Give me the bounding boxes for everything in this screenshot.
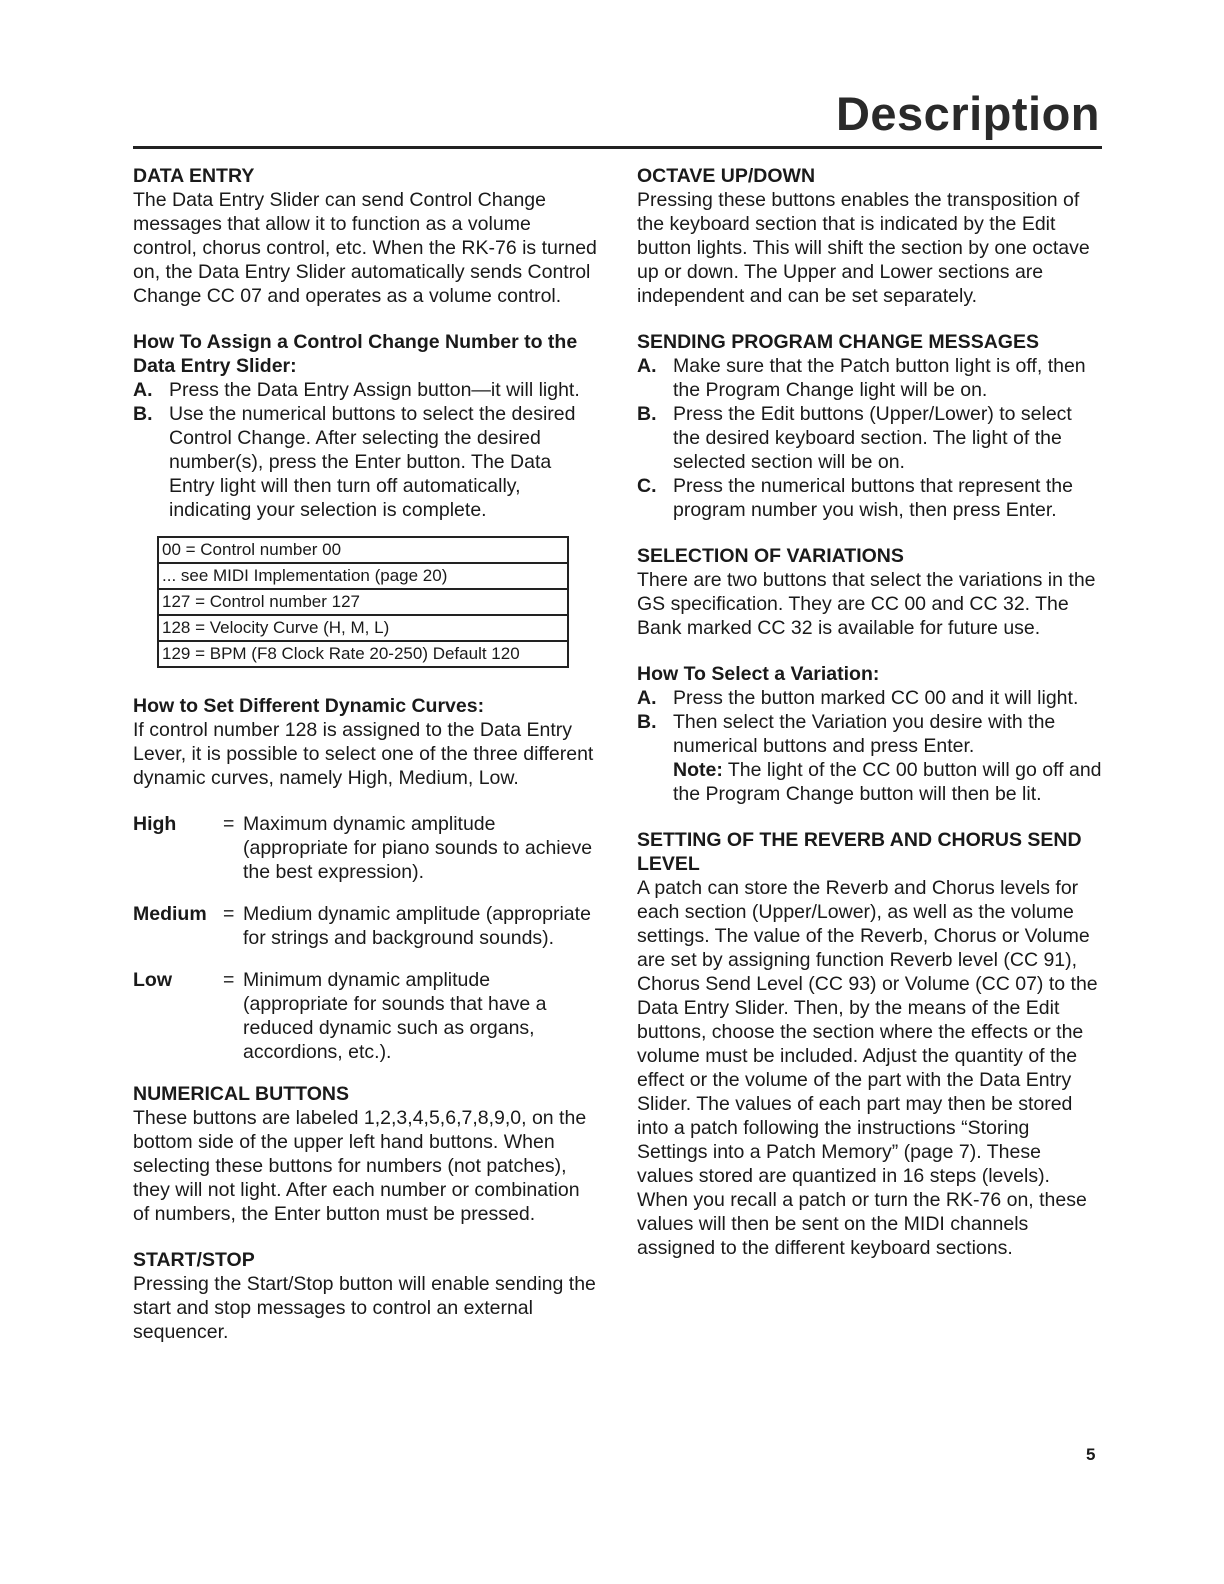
- step-text: Press the Data Entry Assign button—it will light.: [169, 379, 580, 401]
- curve-term: Low: [133, 969, 172, 991]
- step-text-body: Then select the Variation you desire with the numerical buttons and press Enter.: [673, 711, 1056, 757]
- title-rule: [133, 146, 1102, 149]
- program-change-steps: [637, 354, 1102, 522]
- curve-item-high: [133, 812, 598, 884]
- numerical-body: These buttons are labeled 1,2,3,4,5,6,7,8,9,0, on the bottom side of the upper left hand buttons. When selecting these buttons for numbers (not patches), they will not light. After each number or combination of numbers, the Enter button must be pressed.: [133, 1107, 587, 1225]
- table-cell: 129 = BPM (F8 Clock Rate 20-250) Default 120: [158, 641, 568, 667]
- control-number-table: [157, 536, 569, 668]
- select-variation-steps: [637, 686, 1102, 806]
- variations-section: [637, 544, 1102, 640]
- list-item: [637, 710, 1102, 806]
- step-letter: B.: [637, 711, 657, 733]
- data-entry-section: [133, 164, 598, 308]
- reverb-section: [637, 828, 1102, 1260]
- curve-term: Medium: [133, 903, 207, 925]
- curve-description: Medium dynamic amplitude (appropriate for strings and background sounds).: [243, 903, 591, 949]
- select-variation-heading: How To Select a Variation:: [637, 663, 880, 685]
- step-letter: B.: [637, 403, 657, 425]
- step-text: Make sure that the Patch button light is off, then the Program Change light will be on.: [673, 355, 1086, 401]
- table-cell: 00 = Control number 00: [158, 537, 568, 563]
- step-text: Press the numerical buttons that represent the program number you wish, then press Enter.: [673, 475, 1073, 521]
- select-variation-section: [637, 662, 1102, 806]
- step-letter: A.: [637, 687, 657, 709]
- assign-section: [133, 330, 598, 522]
- note-text: The light of the CC 00 button will go off and the Program Change button will then be lit.: [673, 759, 1102, 805]
- numerical-buttons-section: [133, 1082, 598, 1226]
- start-stop-section: [133, 1248, 598, 1344]
- octave-body: Pressing these buttons enables the transposition of the keyboard section that is indicated by the Edit button lights. This will shift the section by one octave up or down. The Upper and Lower sections are independent and can be set separately.: [637, 189, 1090, 307]
- numerical-heading: NUMERICAL BUTTONS: [133, 1083, 349, 1105]
- list-item: [637, 402, 1102, 474]
- curve-term: High: [133, 813, 177, 835]
- curve-list: [133, 812, 598, 1064]
- curve-description: Minimum dynamic amplitude (appropriate for sounds that have a reduced dynamic such as organs, accordions, etc.).: [243, 969, 547, 1063]
- list-item: [637, 474, 1102, 522]
- list-item: [133, 378, 598, 402]
- step-letter: A.: [133, 379, 153, 401]
- equals-sign: =: [223, 903, 235, 925]
- program-change-section: [637, 330, 1102, 522]
- table-row: [158, 537, 568, 563]
- curves-body: If control number 128 is assigned to the Data Entry Lever, it is possible to select one of the three different dynamic curves, namely High, Medium, Low.: [133, 719, 594, 789]
- table-cell: 128 = Velocity Curve (H, M, L): [158, 615, 568, 641]
- start-stop-body: Pressing the Start/Stop button will enable sending the start and stop messages to control an external sequencer.: [133, 1273, 596, 1343]
- curve-item-medium: [133, 902, 598, 950]
- curve-item-low: [133, 968, 598, 1064]
- table-row: [158, 641, 568, 667]
- left-column: [133, 164, 598, 1366]
- data-entry-body: The Data Entry Slider can send Control Change messages that allow it to function as a volume control, chorus control, etc. When the RK-76 is turned on, the Data Entry Slider automatically sends Control Change CC 07 and operates as a volume control.: [133, 189, 597, 307]
- page-title: Description: [835, 87, 1100, 140]
- page-number: 5: [1086, 1445, 1096, 1464]
- step-text: Press the Edit buttons (Upper/Lower) to select the desired keyboard section. The light of the selected section will be on.: [673, 403, 1072, 473]
- table-cell: 127 = Control number 127: [158, 589, 568, 615]
- octave-section: [637, 164, 1102, 308]
- start-stop-heading: START/STOP: [133, 1249, 255, 1271]
- table-row: [158, 589, 568, 615]
- table-row: [158, 563, 568, 589]
- variations-heading: SELECTION OF VARIATIONS: [637, 545, 904, 567]
- step-text: Use the numerical buttons to select the desired Control Change. After selecting the desired number(s), press the Enter button. The Data Entry light will then turn off automatically, indicating your selection is complete.: [169, 403, 576, 521]
- data-entry-heading: DATA ENTRY: [133, 165, 255, 187]
- list-item: [133, 402, 598, 522]
- octave-heading: OCTAVE UP/DOWN: [637, 165, 816, 187]
- step-text: [673, 710, 1102, 806]
- equals-sign: =: [223, 813, 235, 835]
- assign-steps: [133, 378, 598, 522]
- curves-heading: How to Set Different Dynamic Curves:: [133, 695, 485, 717]
- curves-section: [133, 694, 598, 790]
- note-label: Note:: [673, 759, 723, 781]
- step-letter: B.: [133, 403, 153, 425]
- step-letter: C.: [637, 475, 657, 497]
- reverb-body: A patch can store the Reverb and Chorus levels for each section (Upper/Lower), as well as the volume settings. The value of the Reverb, Chorus or Volume are set by assigning function Reverb level (CC 91), Chorus Send Level (CC 93) or Volume (CC 07) to the Data Entry Slider. Then, by the means of the Edit buttons, choose the section where the effects or the volume must be included. Adjust the quantity of the effect or the volume of the part with the Data Entry Slider. The values of each part may then be stored into a patch following the instructions “Storing Settings into a Patch Memory” (page 7). These values stored are quantized in 16 steps (levels). When you recall a patch or turn the RK-76 on, these values will then be sent on the MIDI channels assigned to the different keyboard sections.: [637, 877, 1098, 1259]
- program-change-heading: SENDING PROGRAM CHANGE MESSAGES: [637, 331, 1039, 353]
- reverb-heading: SETTING OF THE REVERB AND CHORUS SEND LEVEL: [637, 829, 1082, 875]
- step-text: Press the button marked CC 00 and it will light.: [673, 687, 1079, 709]
- assign-heading: How To Assign a Control Change Number to the Data Entry Slider:: [133, 331, 578, 377]
- table-cell: ... see MIDI Implementation (page 20): [158, 563, 568, 589]
- curve-description: Maximum dynamic amplitude (appropriate for piano sounds to achieve the best expression).: [243, 813, 593, 883]
- variations-body: There are two buttons that select the variations in the GS specification. They are CC 00 and CC 32. The Bank marked CC 32 is available for future use.: [637, 569, 1096, 639]
- table-row: [158, 615, 568, 641]
- list-item: [637, 686, 1102, 710]
- step-letter: A.: [637, 355, 657, 377]
- equals-sign: =: [223, 969, 235, 991]
- list-item: [637, 354, 1102, 402]
- right-column: [637, 164, 1102, 1282]
